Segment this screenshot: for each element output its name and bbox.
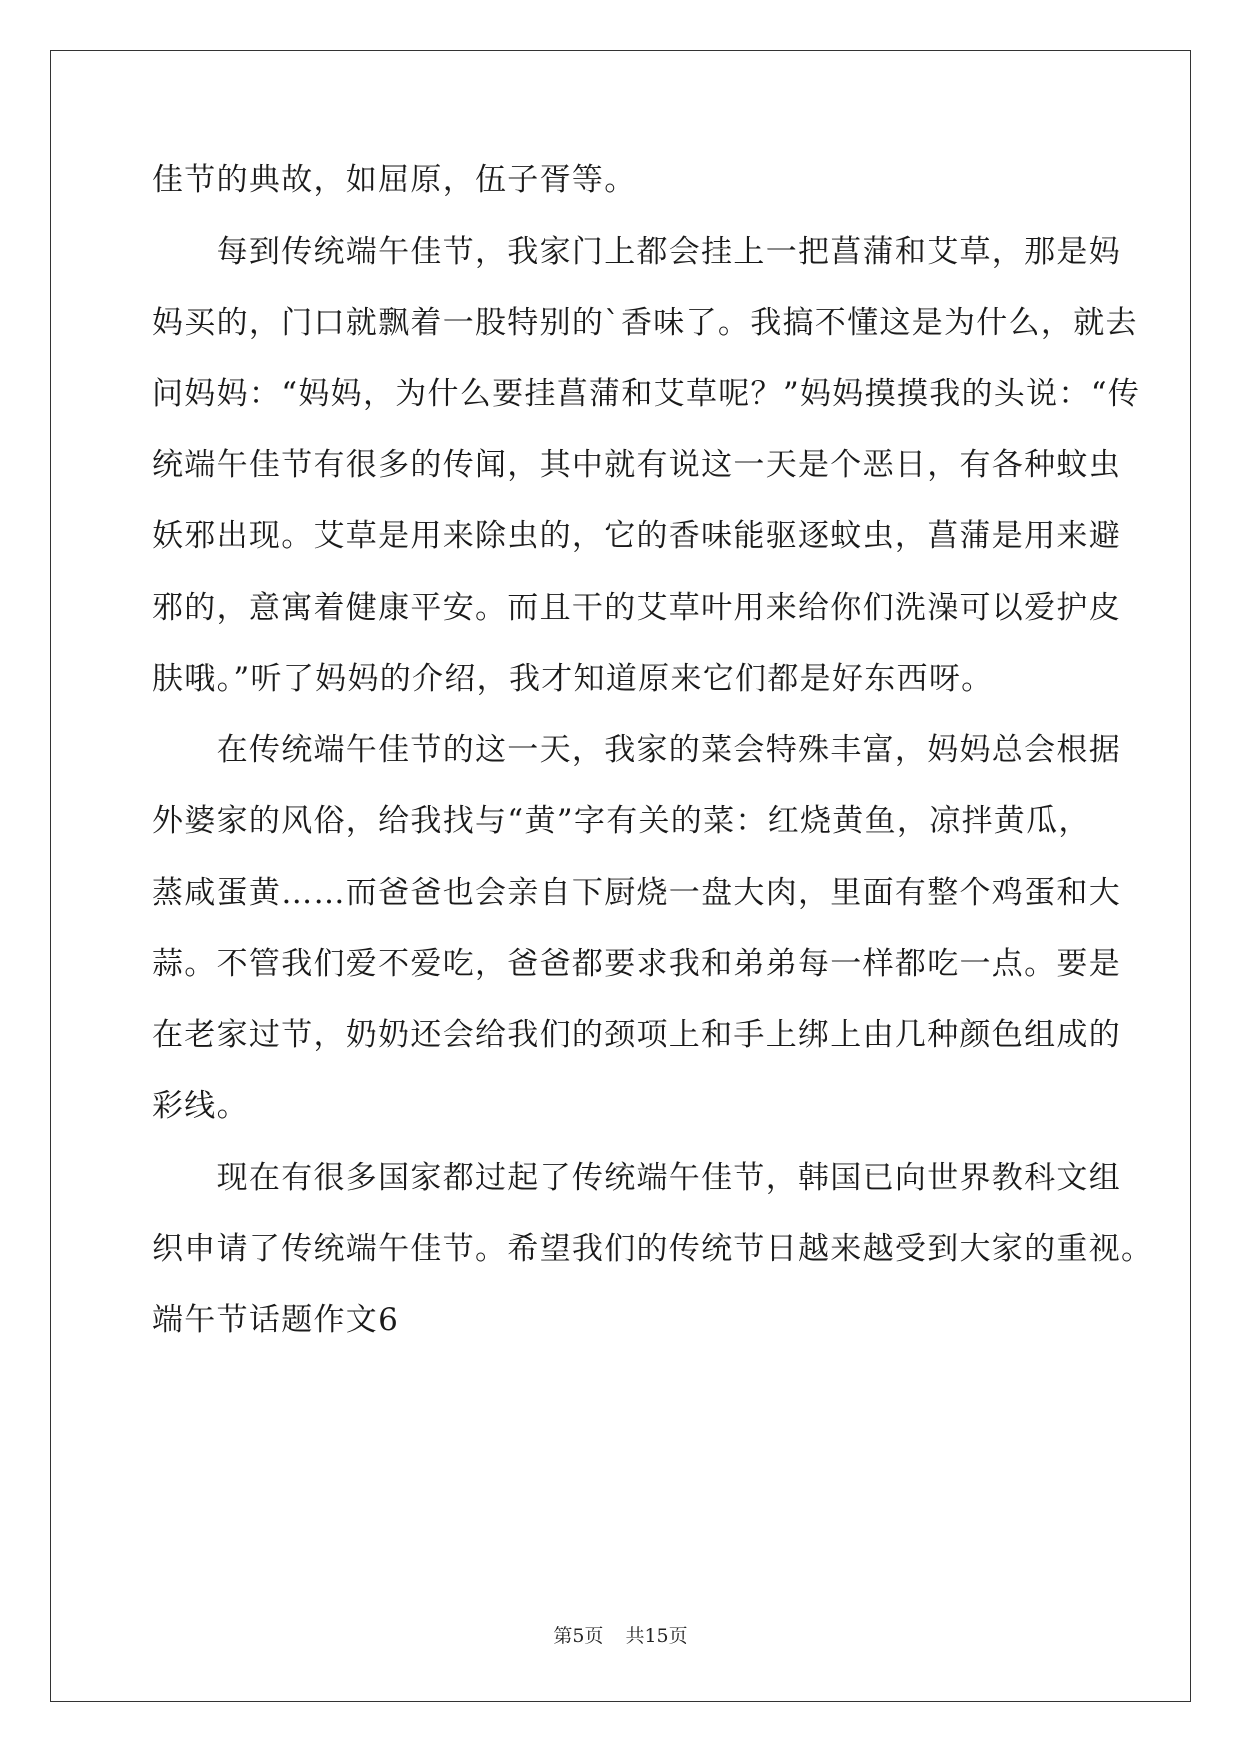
text-line: 妖邪出现。艾草是用来除虫的，它的香味能驱逐蚊虫，菖蒲是用来避 [152, 518, 1121, 554]
paragraph-start-line: 每到传统端午佳节，我家门上都会挂上一把菖蒲和艾草，那是妈 [152, 234, 1121, 270]
text-line: 蒜。不管我们爱不爱吃，爸爸都要求我和弟弟每一样都吃一点。要是 [152, 946, 1121, 982]
text-line: 蒸咸蛋黄……而爸爸也会亲自下厨烧一盘大肉，里面有整个鸡蛋和大 [152, 875, 1121, 911]
text-line: 织申请了传统端午佳节。希望我们的传统节日越来越受到大家的重视。 [152, 1231, 1154, 1267]
section-heading: 端午节话题作文6 [152, 1302, 400, 1338]
text-line: 彩线。 [152, 1088, 249, 1124]
text-line: 问妈妈：“妈妈，为什么要挂菖蒲和艾草呢？”妈妈摸摸我的头说：“传 [152, 376, 1141, 412]
text-line: 统端午佳节有很多的传闻，其中就有说这一天是个恶日，有各种蚊虫 [152, 447, 1121, 483]
paragraph-start-line: 在传统端午佳节的这一天，我家的菜会特殊丰富，妈妈总会根据 [152, 732, 1121, 768]
page-total: 共15页 [625, 1625, 688, 1647]
text-line: 在老家过节，奶奶还会给我们的颈项上和手上绑上由几种颜色组成的 [152, 1017, 1121, 1053]
text-line: 妈买的，门口就飘着一股特别的`香味了。我搞不懂这是为什么，就去 [152, 305, 1138, 341]
page-footer [0, 1624, 1241, 1648]
text-line: 外婆家的风俗，给我找与“黄”字有关的菜：红烧黄鱼，凉拌黄瓜， [152, 803, 1091, 839]
text-line: 邪的，意寓着健康平安。而且干的艾草叶用来给你们洗澡可以爱护皮 [152, 590, 1121, 626]
paragraph-start-line: 现在有很多国家都过起了传统端午佳节，韩国已向世界教科文组 [152, 1160, 1121, 1196]
text-line: 肤哦。”听了妈妈的介绍，我才知道原来它们都是好东西呀。 [152, 661, 994, 697]
page-number: 第5页 [553, 1625, 604, 1647]
text-line: 佳节的典故，如屈原，伍子胥等。 [152, 162, 637, 198]
